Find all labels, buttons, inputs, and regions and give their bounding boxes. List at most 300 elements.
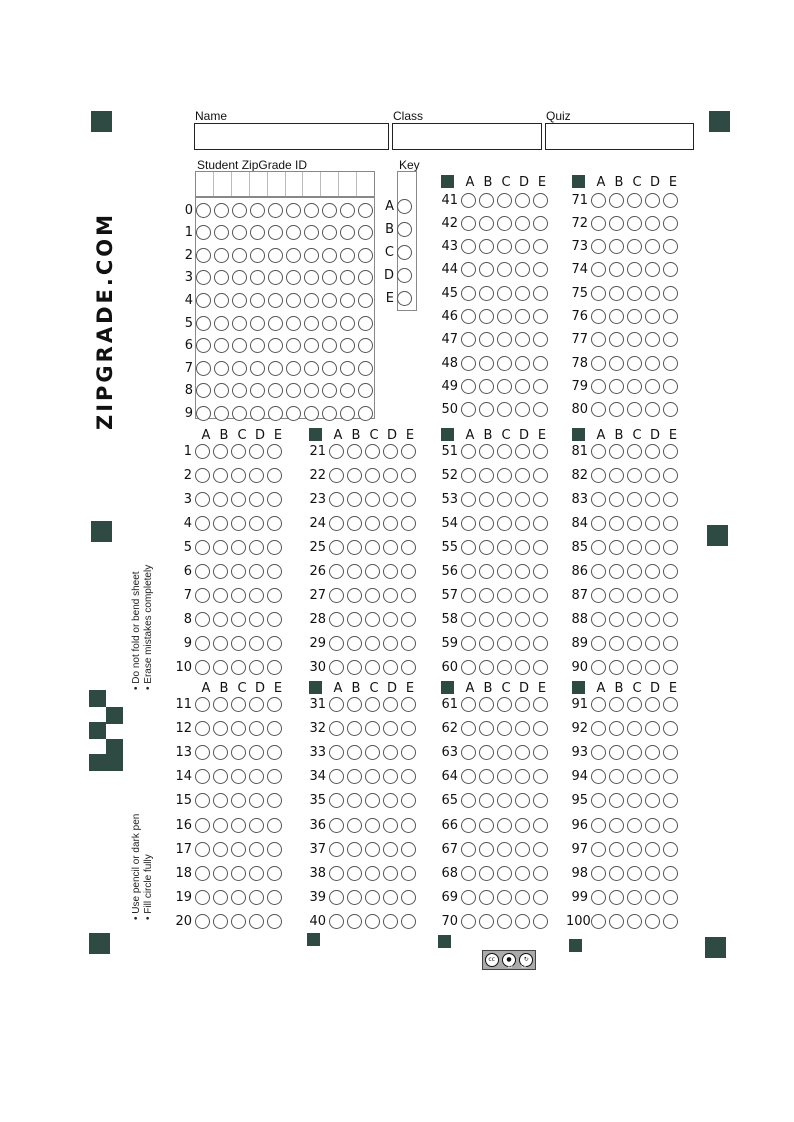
answer-bubble[interactable] — [609, 402, 624, 417]
answer-bubble[interactable] — [231, 818, 246, 833]
answer-bubble[interactable] — [591, 309, 606, 324]
answer-bubble[interactable] — [347, 721, 362, 736]
answer-bubble[interactable] — [461, 914, 476, 929]
answer-bubble[interactable] — [347, 890, 362, 905]
answer-bubble[interactable] — [195, 444, 210, 459]
answer-bubble[interactable] — [329, 636, 344, 651]
id-digit-bubble[interactable] — [250, 338, 265, 353]
answer-bubble[interactable] — [267, 793, 282, 808]
answer-bubble[interactable] — [497, 612, 512, 627]
answer-bubble[interactable] — [591, 660, 606, 675]
id-digit-bubble[interactable] — [232, 293, 247, 308]
answer-bubble[interactable] — [663, 745, 678, 760]
answer-bubble[interactable] — [609, 540, 624, 555]
id-digit-bubble[interactable] — [214, 203, 229, 218]
answer-bubble[interactable] — [645, 309, 660, 324]
answer-bubble[interactable] — [401, 468, 416, 483]
answer-bubble[interactable] — [461, 444, 476, 459]
answer-bubble[interactable] — [609, 286, 624, 301]
id-digit-bubble[interactable] — [250, 383, 265, 398]
id-digit-bubble[interactable] — [322, 316, 337, 331]
class-field[interactable] — [392, 123, 542, 150]
answer-bubble[interactable] — [231, 842, 246, 857]
answer-bubble[interactable] — [591, 769, 606, 784]
answer-bubble[interactable] — [533, 697, 548, 712]
answer-bubble[interactable] — [645, 516, 660, 531]
answer-bubble[interactable] — [609, 516, 624, 531]
answer-bubble[interactable] — [609, 492, 624, 507]
id-digit-bubble[interactable] — [340, 316, 355, 331]
answer-bubble[interactable] — [497, 745, 512, 760]
answer-bubble[interactable] — [627, 660, 642, 675]
answer-bubble[interactable] — [591, 492, 606, 507]
answer-bubble[interactable] — [515, 379, 530, 394]
id-digit-bubble[interactable] — [286, 270, 301, 285]
answer-bubble[interactable] — [195, 721, 210, 736]
answer-bubble[interactable] — [267, 612, 282, 627]
id-digit-bubble[interactable] — [250, 361, 265, 376]
answer-bubble[interactable] — [461, 332, 476, 347]
id-digit-bubble[interactable] — [250, 248, 265, 263]
answer-bubble[interactable] — [461, 540, 476, 555]
answer-bubble[interactable] — [195, 468, 210, 483]
answer-bubble[interactable] — [591, 379, 606, 394]
answer-bubble[interactable] — [401, 588, 416, 603]
id-digit-bubble[interactable] — [232, 406, 247, 421]
answer-bubble[interactable] — [533, 309, 548, 324]
answer-bubble[interactable] — [383, 588, 398, 603]
answer-bubble[interactable] — [195, 612, 210, 627]
answer-bubble[interactable] — [329, 842, 344, 857]
answer-bubble[interactable] — [609, 262, 624, 277]
answer-bubble[interactable] — [249, 866, 264, 881]
id-digit-bubble[interactable] — [250, 406, 265, 421]
answer-bubble[interactable] — [249, 842, 264, 857]
answer-bubble[interactable] — [497, 660, 512, 675]
answer-bubble[interactable] — [365, 842, 380, 857]
id-digit-bubble[interactable] — [196, 383, 211, 398]
answer-bubble[interactable] — [609, 379, 624, 394]
id-digit-bubble[interactable] — [358, 225, 373, 240]
answer-bubble[interactable] — [533, 379, 548, 394]
answer-bubble[interactable] — [533, 564, 548, 579]
answer-bubble[interactable] — [329, 769, 344, 784]
answer-bubble[interactable] — [383, 492, 398, 507]
answer-bubble[interactable] — [627, 866, 642, 881]
answer-bubble[interactable] — [627, 636, 642, 651]
answer-bubble[interactable] — [213, 721, 228, 736]
answer-bubble[interactable] — [497, 842, 512, 857]
answer-bubble[interactable] — [461, 356, 476, 371]
key-bubble[interactable] — [397, 222, 412, 237]
answer-bubble[interactable] — [231, 444, 246, 459]
answer-bubble[interactable] — [591, 468, 606, 483]
id-digit-bubble[interactable] — [268, 270, 283, 285]
answer-bubble[interactable] — [267, 745, 282, 760]
id-digit-bubble[interactable] — [358, 203, 373, 218]
answer-bubble[interactable] — [347, 660, 362, 675]
answer-bubble[interactable] — [609, 193, 624, 208]
answer-bubble[interactable] — [533, 216, 548, 231]
answer-bubble[interactable] — [497, 818, 512, 833]
answer-bubble[interactable] — [401, 564, 416, 579]
answer-bubble[interactable] — [329, 745, 344, 760]
answer-bubble[interactable] — [365, 914, 380, 929]
answer-bubble[interactable] — [383, 745, 398, 760]
answer-bubble[interactable] — [609, 468, 624, 483]
answer-bubble[interactable] — [267, 588, 282, 603]
answer-bubble[interactable] — [645, 660, 660, 675]
answer-bubble[interactable] — [195, 793, 210, 808]
answer-bubble[interactable] — [515, 540, 530, 555]
answer-bubble[interactable] — [347, 468, 362, 483]
answer-bubble[interactable] — [627, 444, 642, 459]
answer-bubble[interactable] — [533, 516, 548, 531]
answer-bubble[interactable] — [231, 769, 246, 784]
answer-bubble[interactable] — [515, 914, 530, 929]
answer-bubble[interactable] — [461, 793, 476, 808]
answer-bubble[interactable] — [533, 818, 548, 833]
id-digit-bubble[interactable] — [196, 248, 211, 263]
answer-bubble[interactable] — [213, 769, 228, 784]
answer-bubble[interactable] — [401, 914, 416, 929]
answer-bubble[interactable] — [663, 309, 678, 324]
answer-bubble[interactable] — [497, 793, 512, 808]
answer-bubble[interactable] — [663, 636, 678, 651]
answer-bubble[interactable] — [195, 697, 210, 712]
answer-bubble[interactable] — [461, 818, 476, 833]
id-digit-bubble[interactable] — [286, 293, 301, 308]
answer-bubble[interactable] — [645, 286, 660, 301]
answer-bubble[interactable] — [365, 516, 380, 531]
answer-bubble[interactable] — [329, 516, 344, 531]
answer-bubble[interactable] — [497, 239, 512, 254]
answer-bubble[interactable] — [479, 286, 494, 301]
answer-bubble[interactable] — [267, 914, 282, 929]
answer-bubble[interactable] — [267, 516, 282, 531]
answer-bubble[interactable] — [213, 842, 228, 857]
id-digit-bubble[interactable] — [322, 293, 337, 308]
id-digit-bubble[interactable] — [232, 383, 247, 398]
answer-bubble[interactable] — [663, 890, 678, 905]
answer-bubble[interactable] — [663, 612, 678, 627]
answer-bubble[interactable] — [609, 612, 624, 627]
answer-bubble[interactable] — [383, 697, 398, 712]
answer-bubble[interactable] — [401, 866, 416, 881]
answer-bubble[interactable] — [663, 468, 678, 483]
id-digit-bubble[interactable] — [304, 316, 319, 331]
answer-bubble[interactable] — [479, 842, 494, 857]
answer-bubble[interactable] — [515, 588, 530, 603]
id-digit-bubble[interactable] — [340, 406, 355, 421]
answer-bubble[interactable] — [627, 356, 642, 371]
answer-bubble[interactable] — [213, 890, 228, 905]
id-digit-bubble[interactable] — [304, 361, 319, 376]
answer-bubble[interactable] — [365, 721, 380, 736]
answer-bubble[interactable] — [497, 516, 512, 531]
answer-bubble[interactable] — [497, 636, 512, 651]
answer-bubble[interactable] — [663, 286, 678, 301]
id-digit-bubble[interactable] — [232, 248, 247, 263]
answer-bubble[interactable] — [231, 468, 246, 483]
answer-bubble[interactable] — [329, 793, 344, 808]
answer-bubble[interactable] — [627, 842, 642, 857]
answer-bubble[interactable] — [627, 564, 642, 579]
answer-bubble[interactable] — [515, 468, 530, 483]
answer-bubble[interactable] — [267, 660, 282, 675]
answer-bubble[interactable] — [383, 721, 398, 736]
answer-bubble[interactable] — [533, 468, 548, 483]
answer-bubble[interactable] — [533, 721, 548, 736]
answer-bubble[interactable] — [663, 239, 678, 254]
answer-bubble[interactable] — [533, 540, 548, 555]
answer-bubble[interactable] — [645, 444, 660, 459]
answer-bubble[interactable] — [461, 636, 476, 651]
answer-bubble[interactable] — [365, 660, 380, 675]
answer-bubble[interactable] — [627, 769, 642, 784]
answer-bubble[interactable] — [401, 842, 416, 857]
answer-bubble[interactable] — [479, 516, 494, 531]
answer-bubble[interactable] — [609, 332, 624, 347]
answer-bubble[interactable] — [533, 842, 548, 857]
answer-bubble[interactable] — [533, 286, 548, 301]
answer-bubble[interactable] — [591, 721, 606, 736]
answer-bubble[interactable] — [645, 588, 660, 603]
answer-bubble[interactable] — [627, 914, 642, 929]
answer-bubble[interactable] — [645, 356, 660, 371]
answer-bubble[interactable] — [383, 564, 398, 579]
answer-bubble[interactable] — [497, 540, 512, 555]
answer-bubble[interactable] — [609, 890, 624, 905]
id-digit-bubble[interactable] — [250, 270, 265, 285]
answer-bubble[interactable] — [347, 769, 362, 784]
answer-bubble[interactable] — [213, 516, 228, 531]
answer-bubble[interactable] — [533, 193, 548, 208]
answer-bubble[interactable] — [609, 866, 624, 881]
answer-bubble[interactable] — [591, 890, 606, 905]
answer-bubble[interactable] — [515, 216, 530, 231]
answer-bubble[interactable] — [479, 332, 494, 347]
answer-bubble[interactable] — [533, 588, 548, 603]
id-digit-bubble[interactable] — [358, 383, 373, 398]
answer-bubble[interactable] — [383, 612, 398, 627]
answer-bubble[interactable] — [645, 636, 660, 651]
answer-bubble[interactable] — [383, 866, 398, 881]
id-digit-bubble[interactable] — [340, 248, 355, 263]
answer-bubble[interactable] — [195, 540, 210, 555]
answer-bubble[interactable] — [627, 262, 642, 277]
id-digit-bubble[interactable] — [322, 383, 337, 398]
answer-bubble[interactable] — [591, 564, 606, 579]
answer-bubble[interactable] — [609, 356, 624, 371]
answer-bubble[interactable] — [591, 516, 606, 531]
answer-bubble[interactable] — [383, 540, 398, 555]
answer-bubble[interactable] — [663, 818, 678, 833]
answer-bubble[interactable] — [383, 444, 398, 459]
answer-bubble[interactable] — [497, 866, 512, 881]
answer-bubble[interactable] — [533, 636, 548, 651]
answer-bubble[interactable] — [645, 564, 660, 579]
answer-bubble[interactable] — [231, 866, 246, 881]
answer-bubble[interactable] — [249, 564, 264, 579]
answer-bubble[interactable] — [591, 262, 606, 277]
answer-bubble[interactable] — [249, 540, 264, 555]
answer-bubble[interactable] — [383, 516, 398, 531]
answer-bubble[interactable] — [609, 588, 624, 603]
answer-bubble[interactable] — [461, 866, 476, 881]
answer-bubble[interactable] — [461, 890, 476, 905]
answer-bubble[interactable] — [645, 914, 660, 929]
answer-bubble[interactable] — [663, 332, 678, 347]
answer-bubble[interactable] — [627, 193, 642, 208]
id-digit-bubble[interactable] — [232, 316, 247, 331]
answer-bubble[interactable] — [497, 769, 512, 784]
answer-bubble[interactable] — [609, 721, 624, 736]
answer-bubble[interactable] — [591, 193, 606, 208]
answer-bubble[interactable] — [479, 492, 494, 507]
answer-bubble[interactable] — [213, 697, 228, 712]
key-bubble[interactable] — [397, 291, 412, 306]
id-digit-bubble[interactable] — [214, 406, 229, 421]
answer-bubble[interactable] — [515, 721, 530, 736]
answer-bubble[interactable] — [383, 636, 398, 651]
answer-bubble[interactable] — [663, 697, 678, 712]
answer-bubble[interactable] — [401, 660, 416, 675]
answer-bubble[interactable] — [627, 890, 642, 905]
answer-bubble[interactable] — [479, 356, 494, 371]
answer-bubble[interactable] — [213, 588, 228, 603]
answer-bubble[interactable] — [365, 697, 380, 712]
answer-bubble[interactable] — [645, 262, 660, 277]
answer-bubble[interactable] — [267, 564, 282, 579]
answer-bubble[interactable] — [645, 818, 660, 833]
answer-bubble[interactable] — [663, 660, 678, 675]
answer-bubble[interactable] — [231, 516, 246, 531]
answer-bubble[interactable] — [645, 745, 660, 760]
answer-bubble[interactable] — [645, 866, 660, 881]
answer-bubble[interactable] — [533, 793, 548, 808]
answer-bubble[interactable] — [461, 697, 476, 712]
answer-bubble[interactable] — [195, 914, 210, 929]
answer-bubble[interactable] — [515, 890, 530, 905]
answer-bubble[interactable] — [365, 745, 380, 760]
id-digit-bubble[interactable] — [340, 338, 355, 353]
answer-bubble[interactable] — [461, 239, 476, 254]
answer-bubble[interactable] — [533, 444, 548, 459]
id-digit-bubble[interactable] — [358, 270, 373, 285]
answer-bubble[interactable] — [267, 468, 282, 483]
answer-bubble[interactable] — [461, 564, 476, 579]
answer-bubble[interactable] — [267, 866, 282, 881]
answer-bubble[interactable] — [461, 309, 476, 324]
answer-bubble[interactable] — [461, 612, 476, 627]
answer-bubble[interactable] — [515, 660, 530, 675]
answer-bubble[interactable] — [591, 356, 606, 371]
answer-bubble[interactable] — [249, 516, 264, 531]
id-digit-bubble[interactable] — [196, 270, 211, 285]
answer-bubble[interactable] — [249, 612, 264, 627]
answer-bubble[interactable] — [329, 540, 344, 555]
answer-bubble[interactable] — [533, 890, 548, 905]
answer-bubble[interactable] — [479, 636, 494, 651]
answer-bubble[interactable] — [627, 793, 642, 808]
answer-bubble[interactable] — [195, 588, 210, 603]
answer-bubble[interactable] — [401, 818, 416, 833]
id-digit-bubble[interactable] — [340, 225, 355, 240]
answer-bubble[interactable] — [479, 769, 494, 784]
answer-bubble[interactable] — [515, 356, 530, 371]
answer-bubble[interactable] — [401, 444, 416, 459]
id-digit-bubble[interactable] — [250, 225, 265, 240]
answer-bubble[interactable] — [231, 890, 246, 905]
answer-bubble[interactable] — [213, 468, 228, 483]
id-digit-bubble[interactable] — [340, 383, 355, 398]
answer-bubble[interactable] — [479, 402, 494, 417]
answer-bubble[interactable] — [515, 492, 530, 507]
answer-bubble[interactable] — [267, 842, 282, 857]
answer-bubble[interactable] — [645, 216, 660, 231]
id-digit-bubble[interactable] — [358, 316, 373, 331]
answer-bubble[interactable] — [515, 769, 530, 784]
id-digit-bubble[interactable] — [268, 248, 283, 263]
answer-bubble[interactable] — [461, 842, 476, 857]
answer-bubble[interactable] — [479, 697, 494, 712]
answer-bubble[interactable] — [591, 697, 606, 712]
answer-bubble[interactable] — [461, 216, 476, 231]
answer-bubble[interactable] — [533, 914, 548, 929]
answer-bubble[interactable] — [533, 745, 548, 760]
id-digit-bubble[interactable] — [286, 225, 301, 240]
answer-bubble[interactable] — [533, 612, 548, 627]
answer-bubble[interactable] — [479, 890, 494, 905]
answer-bubble[interactable] — [497, 309, 512, 324]
answer-bubble[interactable] — [347, 697, 362, 712]
answer-bubble[interactable] — [479, 540, 494, 555]
id-digit-bubble[interactable] — [286, 203, 301, 218]
id-digit-bubble[interactable] — [358, 293, 373, 308]
answer-bubble[interactable] — [461, 193, 476, 208]
answer-bubble[interactable] — [609, 444, 624, 459]
id-digit-bubble[interactable] — [196, 225, 211, 240]
answer-bubble[interactable] — [479, 818, 494, 833]
answer-bubble[interactable] — [497, 379, 512, 394]
answer-bubble[interactable] — [383, 793, 398, 808]
id-digit-bubble[interactable] — [268, 316, 283, 331]
answer-bubble[interactable] — [609, 842, 624, 857]
answer-bubble[interactable] — [627, 818, 642, 833]
answer-bubble[interactable] — [479, 444, 494, 459]
id-digit-bubble[interactable] — [322, 248, 337, 263]
id-digit-bubble[interactable] — [322, 338, 337, 353]
id-digit-bubble[interactable] — [304, 293, 319, 308]
answer-bubble[interactable] — [533, 866, 548, 881]
answer-bubble[interactable] — [249, 914, 264, 929]
id-digit-bubble[interactable] — [304, 338, 319, 353]
answer-bubble[interactable] — [627, 492, 642, 507]
answer-bubble[interactable] — [347, 588, 362, 603]
answer-bubble[interactable] — [213, 745, 228, 760]
answer-bubble[interactable] — [347, 444, 362, 459]
answer-bubble[interactable] — [533, 492, 548, 507]
answer-bubble[interactable] — [461, 588, 476, 603]
id-digit-bubble[interactable] — [304, 406, 319, 421]
id-digit-bubble[interactable] — [268, 406, 283, 421]
answer-bubble[interactable] — [609, 769, 624, 784]
answer-bubble[interactable] — [497, 262, 512, 277]
answer-bubble[interactable] — [515, 697, 530, 712]
answer-bubble[interactable] — [231, 660, 246, 675]
answer-bubble[interactable] — [383, 842, 398, 857]
